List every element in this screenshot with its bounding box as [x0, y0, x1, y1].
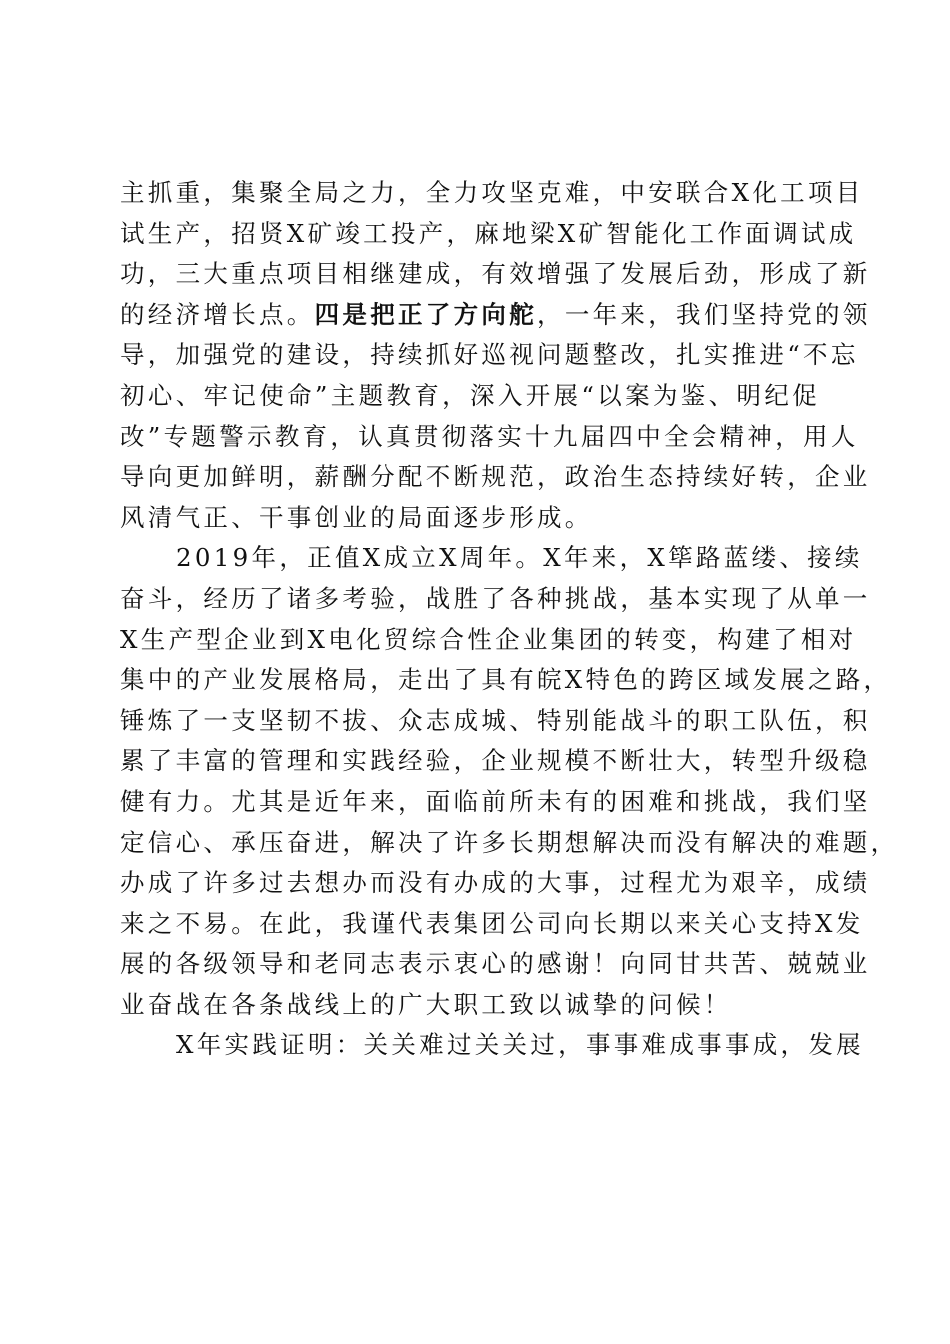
- text-line: 办成了许多过去想办而没有办成的大事，过程尤为艰辛，成绩: [120, 868, 871, 898]
- text-line: 主抓重，集聚全局之力，全力攻坚克难，中安联合X化工项目: [120, 178, 864, 207]
- text-line: 改”专题警示教育，认真贯彻落实十九届四中全会精神，用人: [120, 421, 859, 451]
- paragraph-practice-proves: [120, 1025, 864, 1066]
- text-line: 导向更加鲜明，薪酬分配不断规范，政治生态持续好转，企业: [120, 462, 871, 492]
- text-line-with-bold: [120, 295, 871, 336]
- text-line: 初心、牢记使命”主题教育，深入开展“以案为鉴、明纪促: [120, 380, 820, 410]
- paragraph-anniversary: [120, 538, 899, 1025]
- text-line: 来之不易。在此，我谨代表集团公司向长期以来关心支持X发: [120, 908, 864, 938]
- text-line: 导，加强党的建设，持续抓好巡视问题整改，扎实推进“不忘: [120, 340, 859, 370]
- text-line: X年实践证明：关关难过关关过，事事难成事事成，发展: [176, 1030, 864, 1060]
- bold-heading-run: 四是把正了方向舵: [314, 299, 538, 329]
- text-line: 功，三大重点项目相继建成，有效增强了发展后劲，形成了新: [120, 259, 871, 289]
- text-line: 风清气正、干事创业的局面逐步形成。: [120, 502, 593, 532]
- text-line: 试生产，招贤X矿竣工投产，麻地梁X矿智能化工作面调试成: [120, 218, 857, 248]
- text-line: 锤炼了一支坚韧不拔、众志成城、特别能战斗的职工队伍，积: [120, 705, 871, 735]
- document-page: [120, 173, 899, 1066]
- text-line: 业奋战在各条战线上的广大职工致以诚挚的问候！: [120, 989, 732, 1019]
- text-line: X生产型企业到X电化贸综合性企业集团的转变，构建了相对: [120, 624, 857, 654]
- text-line: 2019年，正值X成立X周年。X年来，X筚路蓝缕、接续: [176, 543, 863, 573]
- text-line: 集中的产业发展格局，走出了具有皖X特色的跨区域发展之路，: [120, 665, 892, 695]
- text-line: 展的各级领导和老同志表示衷心的感谢！向同甘共苦、兢兢业: [120, 949, 871, 979]
- text-run: ，一年来，我们坚持党的领: [537, 299, 871, 329]
- text-line: 奋斗，经历了诸多考验，战胜了各种挑战，基本实现了从单一: [120, 583, 871, 613]
- paragraph-achievements: [120, 173, 871, 538]
- text-line: 健有力。尤其是近年来，面临前所未有的困难和挑战，我们坚: [120, 786, 871, 816]
- text-run: 的经济增长点。: [120, 299, 315, 329]
- text-line: 累了丰富的管理和实践经验，企业规模不断壮大，转型升级稳: [120, 746, 871, 776]
- text-line: 定信心、承压奋进，解决了许多长期想解决而没有解决的难题，: [120, 827, 899, 857]
